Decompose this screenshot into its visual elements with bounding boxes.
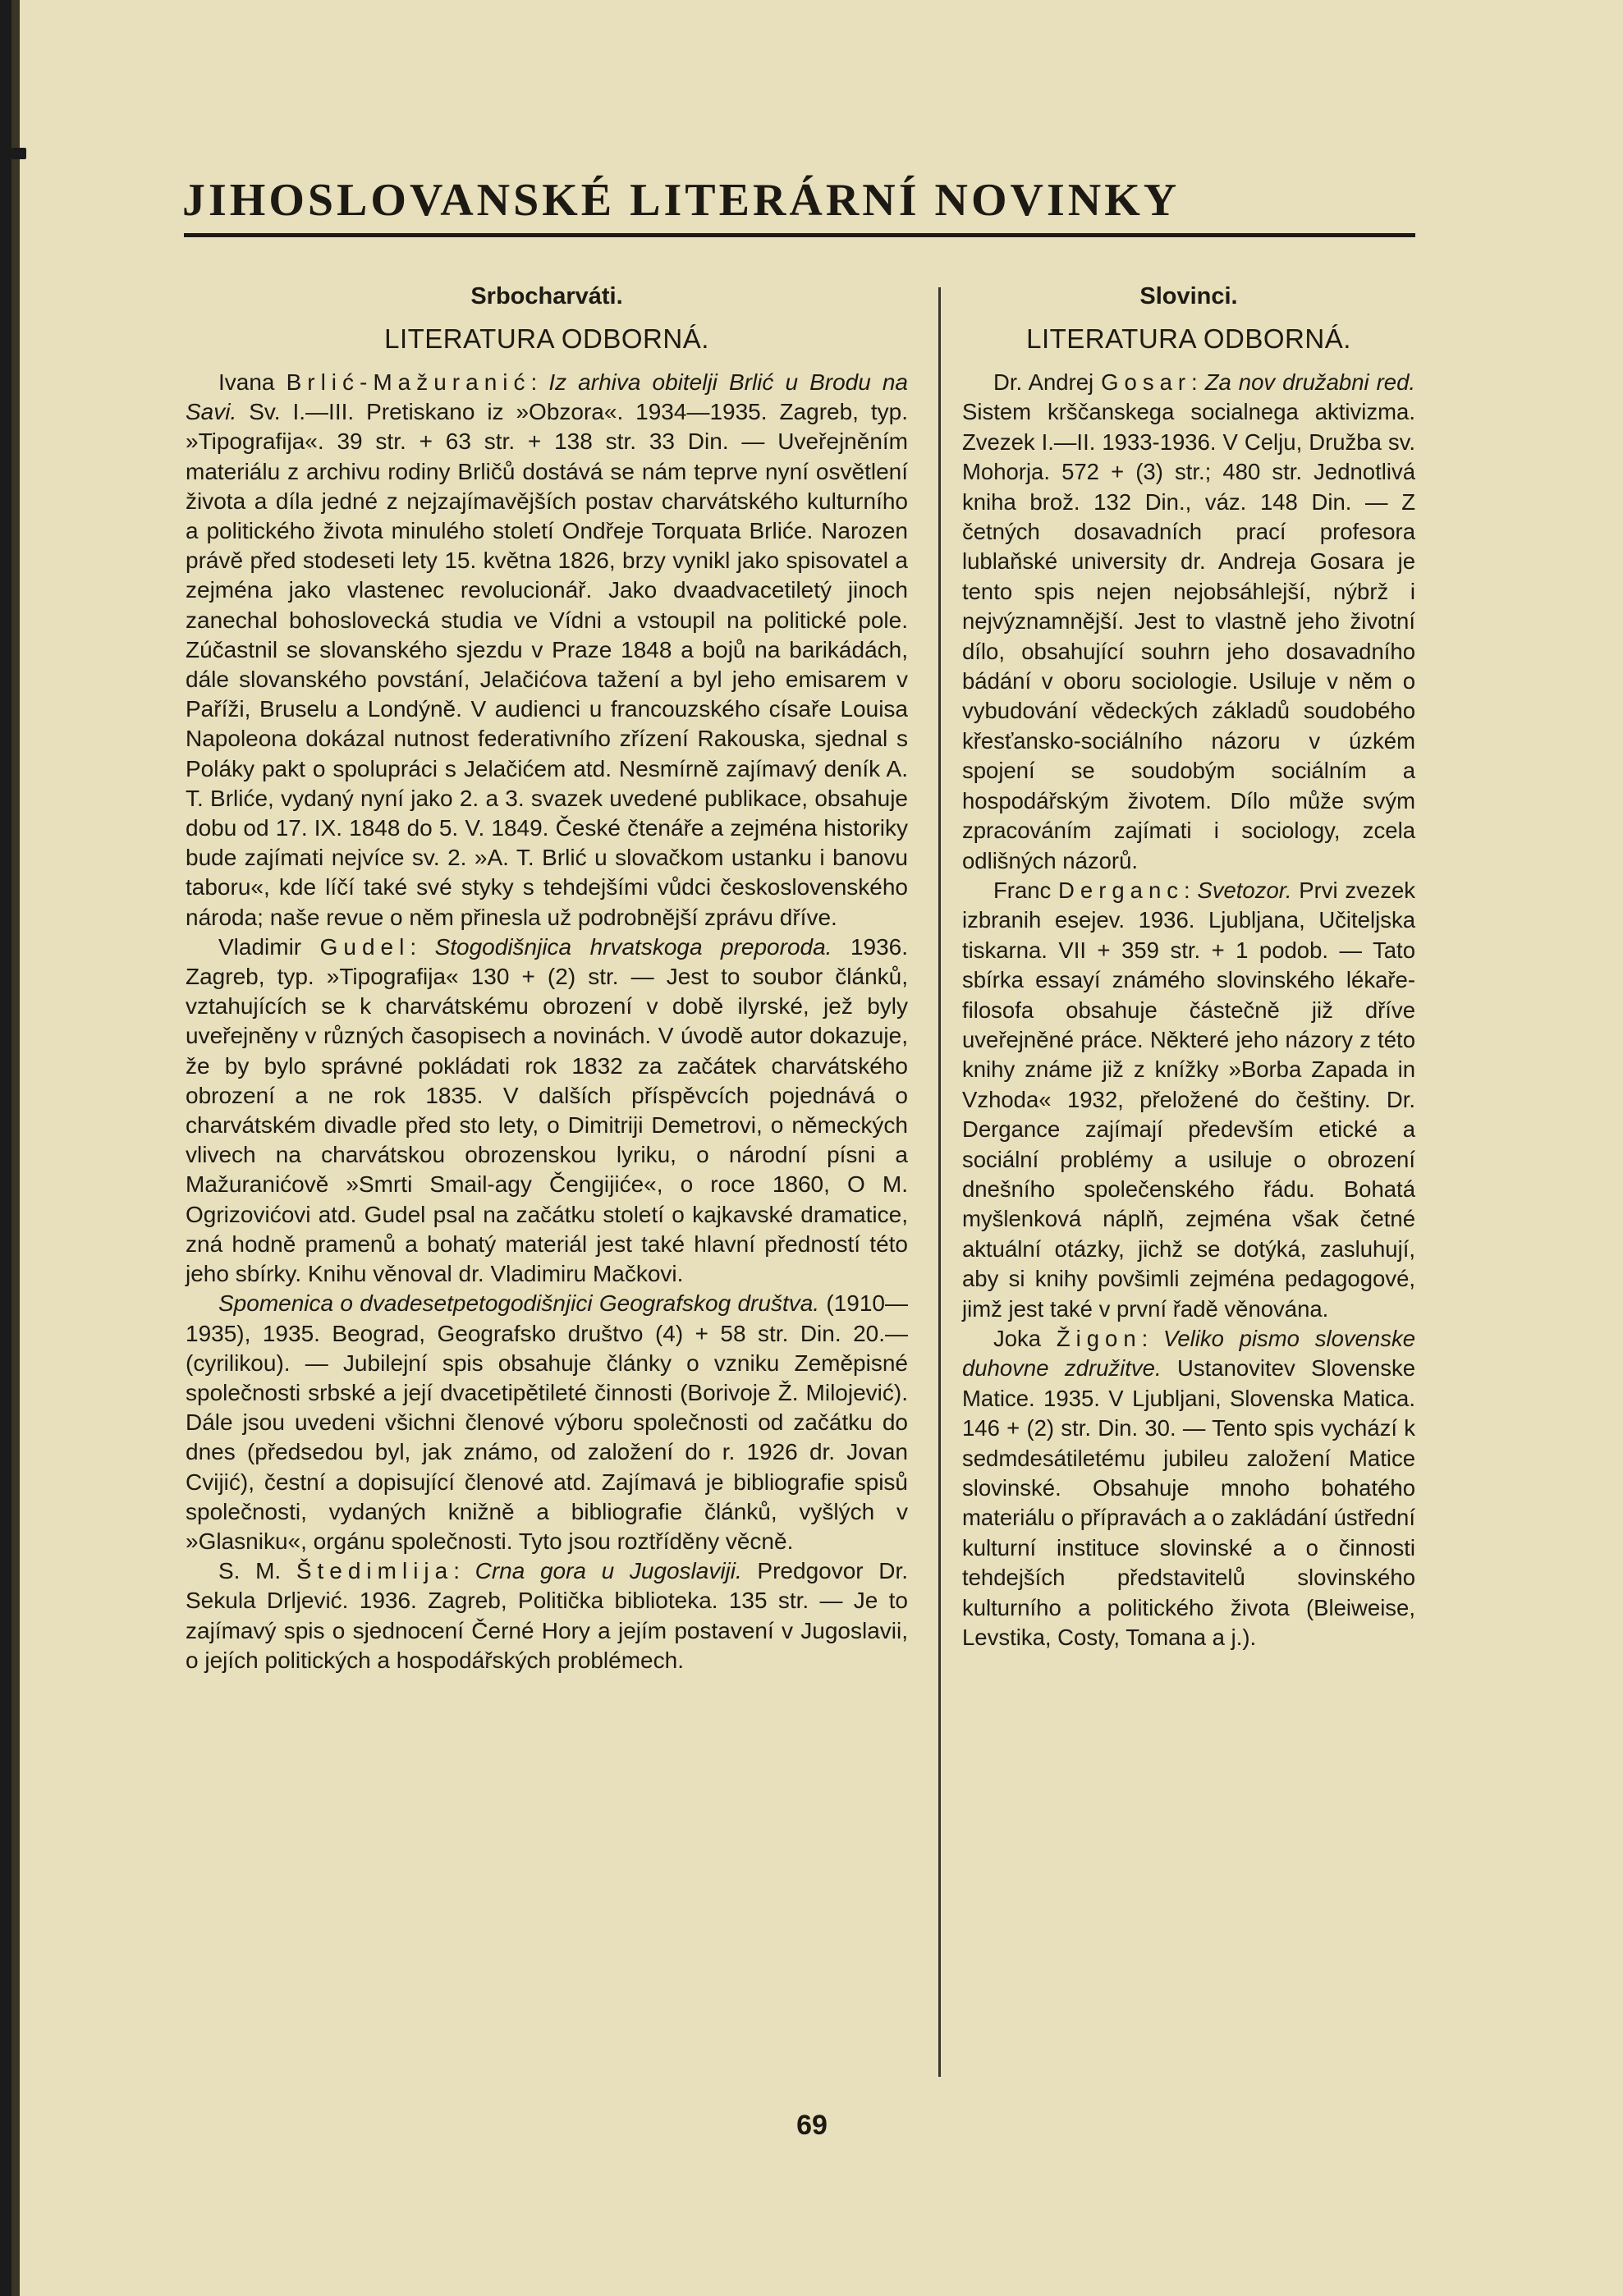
author-last: Brlić-Mažuranić — [286, 369, 531, 395]
section-subheading: LITERATURA ODBORNÁ. — [1026, 323, 1351, 354]
page-number: 69 — [796, 2110, 828, 2141]
page-title: JIHOSLOVANSKÉ LITERÁRNÍ NOVINKY — [182, 175, 1181, 226]
book-title: Crna gora u Jugoslaviji. — [475, 1558, 742, 1584]
author-last: Štedimlija — [296, 1558, 454, 1584]
author-first: Franc — [993, 877, 1052, 903]
entry-body: (1910—1935), 1935. Beograd, Geografsko društvo (4) + 58 str. Din. 20.— (cyrilikou). — Jubilejní spis obsahuje články o vzniku Zeměpisné společnosti srbské a její dvacetipětileté činnosti (Borivoje Ž. Milojević). Dále jsou uvedeni všichni členové výboru společnosti od začátku do dnes (předsedou byl, jak známo, od založení do r. 1926 dr. Jovan Cvijić), čestní a dopisující členové atd. Zajímavá je bibliografie spisů společnosti, vydaných knižně a bibliografie článků, vyšlých v »Glasniku«, orgánu společnosti. Tyto jsou roztříděny věcně. — [186, 1290, 909, 1554]
section-subheading: LITERATURA ODBORNÁ. — [384, 323, 709, 354]
author-first: Joka — [993, 1326, 1042, 1351]
book-title: Spomenica o dvadesetpetogodišnjici Geografskog društva. — [218, 1290, 820, 1317]
author-last: Gudel — [319, 933, 410, 960]
column-divider — [938, 287, 941, 2077]
entry-body: Sistem krščanskega socialnega aktivizma. Zvezek I.—II. 1933-1936. V Celju, Družba sv. Mohorja. 572 + (3) str.; 480 str. Jednotlivá kniha brož. 132 Din., váz. 148 Din. — Z četných dosavadních prací profesora lublaňské university dr. Andreja Gosara je tento spis nejen nejobsáhlejší, nýbrž i nejvýznamnější. Jest to vlastně jeho životní dílo, obsahující souhrn jeho dosavadního bádání v oboru sociologie. Usiluje v něm o vybudování vědeckých základů soudobého křesťansko-sociálního názoru v úzkém spojení se soudobým sociálním a hospodářským životem. Dílo může svým zpracováním zajímati i sociology, zcela odlišných názorů. — [962, 399, 1415, 873]
book-title: Iz arhiva obitelji Brlić u Brodu na Savi. — [186, 369, 908, 425]
section-heading: Slovinci. — [1139, 283, 1238, 309]
book-title: Svetozor. — [1197, 877, 1292, 903]
entry-body: Predgovor Dr. Sekula Drljević. 1936. Zagreb, Politička biblioteka. 135 str. — Je to zajímavý spis o sjednocení Černé Hory a jejím postavení v Jugoslavii, o jejích politických a hospodářských problémech. — [186, 1558, 909, 1673]
title-rule — [184, 233, 1415, 237]
entry-body: Ustanovitev Slovenske Matice. 1935. V Ljubljani, Slovenska Matica. 146 + (2) str. Din. 30. — Tento spis vychází k sedmdesátiletému jubileu založení Matice slovinské. Obsahuje mnoho bohatého materiálu o přípravách a o zakládání ústřední kulturní instituce slovinské a o činnosti tehdejších představitelů slovinského kulturního a politického života (Bleiweise, Levstika, Costy, Tomana a j.). — [962, 1355, 1415, 1651]
entry-body: 1936. Zagreb, typ. »Tipografija« 130 + (2) str. — Jest to soubor článků, vztahujících se k charvátskému obrození v době ilyrské, jež byly uveřejněny v různých časopisech a novinách. V úvodě autor dokazuje, že by bylo správné pokládati rok 1832 za začátek charvátského obrození a ne rok 1835. V dalších příspěvcích pojednává o charvátském divadle před sto lety, o Dimitriji Demetrovi, o německých vlivech na charvátskou obrozenskou lyriku, o národní písni a Mažuranićově »Smrti Smail-agy Čengijiće«, o roce 1860, O M. Ogrizovićovi atd. Gudel psal na začátku století o kajkavské dramatice, zná hodně pramenů a bohatý materiál jest také hlavní předností této jeho sbírky. Knihu věnoval dr. Vladimiru Mačkovi. — [186, 933, 909, 1287]
entry-derganc: Franc Derganc: Svetozor. Prvi zvezek izbranih esejev. 1936. Ljubljana, Učiteljska tiskarna. VII + 359 str. + 1 podob. — Tato sbírka essayí známého slovinského lékaře-filosofa obsahuje částečně již dříve uveřejněné práce. Některé jeho názory z této knihy známe již z knížky »Borba Zapada in Vzhoda« 1932, přeložené do češtiny. Dr. Dergance zajímají především etické a sociální problémy a usiluje o obrození dnešního společenského řádu. Bohatá myšlenková náplň, zejména však četné aktuální otázky, jichž se dotýká, zasluhují, aby si knihy povšimli zejména pedagogové, jimž jest také v první řadě věnována. — [962, 877, 1415, 1322]
entry-gudel: Vladimir Gudel: Stogodišnjica hrvatskoga preporoda. 1936. Zagreb, typ. »Tipografija« 130 + (2) str. — Jest to soubor článků, vztahujících se k charvátskému obrození v době ilyrské, jež byly uveřejněny v různých časopisech a novinách. V úvodě autor dokazuje, že by bylo správné pokládati rok 1832 za začátek charvátského obrození a ne rok 1835. V dalších příspěvcích pojednává o charvátském divadle před sto lety, o Dimitriji Demetrovi, o německých vlivech na charvátskou obrozenskou lyriku, o národní písni a Mažuranićově »Smrti Smail-agy Čengijiće«, o roce 1860, O M. Ogrizovićovi atd. Gudel psal na začátku století o kajkavské dramatice, zná hodně pramenů a bohatý materiál jest také hlavní předností této jeho sbírky. Knihu věnoval dr. Vladimiru Mačkovi. — [186, 933, 909, 1287]
author-last: Žigon — [1056, 1326, 1142, 1351]
entry-body: Sv. I.—III. Pretiskano iz »Obzora«. 1934—1935. Zagreb, typ. »Tipografija«. 39 str. + 63 str. + 138 str. 33 Din. — Uveřejněním materiálu z archivu rodiny Brličů dostává se nám teprve nyní osvětlení života a díla jedné z nejzajímavějších postav charvátského kulturního a politického života minulého století Ondřeje Torquata Brliće. Narozen právě před stodeseti lety 15. května 1826, brzy vynikl jako spisovatel a zejména jako vlastenec revolucionář. Jako dvaadvacetiletý jinoch zanechal bohoslovecká studia ve Vídni a vstoupil na politické pole. Zúčastnil se slovanského sjezdu v Praze 1848 a bojů na barikádách, dále slovanského povstání, Jelačićova tažení a byl jeho emisarem v Paříži, Bruselu a Londýně. V audienci u francouzského císaře Louisa Napoleona dokázal nutnost federativního zřízení Rakouska, sjednal s Poláky pakt o spolupráci s Jelačićem atd. Nesmírně zajímavý deník A. T. Brliće, vydaný nyní jako 2. a 3. svazek uvedené publikace, obsahuje dobu od 17. IX. 1848 do 5. V. 1849. České čtenáře a zejména historiky bude zajímati nejvíce sv. 2. »A. T. Brlić u slovačkom ustanku i banovu taboru«, kde líčí také své styky s tehdejšími vůdci československého národa; naše revue o něm přinesla už podrobnější zprávu dříve. — [186, 399, 908, 930]
book-title: Veliko pismo slovenske duhovne združitve. — [962, 1326, 1415, 1382]
entry-zigon: Joka Žigon: Veliko pismo slovenske duhovne združitve. Ustanovitev Slovenske Matice. 1935. V Ljubljani, Slovenska Matica. 146 + (2) str. Din. 30. — Tento spis vychází k sedmdesátiletému jubileu založení Matice slovinské. Obsahuje mnoho bohatého materiálu o přípravách a o zakládání ústřední kulturní instituce slovinské a o činnosti tehdejších představitelů slovinského kulturního a politického života (Bleiweise, Levstika, Costy, Tomana a j.). — [962, 1326, 1415, 1651]
column-serbo-croatian — [186, 277, 908, 1675]
author-last: Derganc — [1058, 877, 1184, 903]
entry-body: Prvi zvezek izbranih esejev. 1936. Ljubljana, Učiteljska tiskarna. VII + 359 str. + 1 podob. — Tato sbírka essayí známého slovinského lékaře-filosofa obsahuje částečně již dříve uveřejněné práce. Některé jeho názory z této knihy známe již z knížky »Borba Zapada in Vzhoda« 1932, přeložené do češtiny. Dr. Dergance zajímají především etické a sociální problémy a usiluje o obrození dnešního společenského řádu. Bohatá myšlenková náplň, zejména však četné aktuální otázky, jichž se dotýká, zasluhují, aby si knihy povšimli zejména pedagogové, jimž jest také v první řadě věnována. — [962, 877, 1415, 1322]
page — [11, 0, 1623, 2296]
column-slovenes — [962, 277, 1415, 1652]
author-last: Gosar — [1101, 369, 1192, 395]
book-title: Stogodišnjica hrvatskoga preporoda. — [434, 933, 832, 960]
author-first: Dr. Andrej — [993, 369, 1094, 395]
book-title: Za nov družabni red. — [1204, 369, 1416, 395]
entry-gosar: Dr. Andrej Gosar: Za nov družabni red. Sistem krščanskega socialnega aktivizma. Zvezek I.—II. 1933-1936. V Celju, Družba sv. Mohorja. 572 + (3) str.; 480 str. Jednotlivá kniha brož. 132 Din., váz. 148 Din. — Z četných dosavadních prací profesora lublaňské university dr. Andreja Gosara je tento spis nejen nejobsáhlejší, nýbrž i nejvýznamnější. Jest to vlastně jeho životní dílo, obsahující souhrn jeho dosavadního bádání v oboru sociologie. Usiluje v něm o vybudování vědeckých základů soudobého křesťansko-sociálního názoru v úzkém spojení se soudobým sociálním a hospodářským životem. Dílo může svým zpracováním zajímati i sociology, zcela odlišných názorů. — [962, 369, 1416, 873]
entry-stedimlija: S. M. Štedimlija: Crna gora u Jugoslaviji. Predgovor Dr. Sekula Drljević. 1936. Zagreb, Politička biblioteka. 135 str. — Je to zajímavý spis o sjednocení Černé Hory a jejím postavení v Jugoslavii, o jejích politických a hospodářských problémech. — [186, 1558, 909, 1673]
entry-spomenica — [186, 1289, 908, 1556]
section-heading: Srbocharváti. — [470, 283, 623, 309]
entry-brlic: Ivana Brlić-Mažuranić: Iz arhiva obitelji Brlić u Brodu na Savi. Sv. I.—III. Pretiskano iz »Obzora«. 1934—1935. Zagreb, typ. »Tipografija«. 39 str. + 63 str. + 138 str. 33 Din. — Uveřejněním materiálu z archivu rodiny Brličů dostává se nám teprve nyní osvětlení života a díla jedné z nejzajímavějších postav charvátského kulturního a politického života minulého století Ondřeje Torquata Brliće. Narozen právě před stodeseti lety 15. května 1826, brzy vynikl jako spisovatel a zejména jako vlastenec revolucionář. Jako dvaadvacetiletý jinoch zanechal bohoslovecká studia ve Vídni a vstoupil na politické pole. Zúčastnil se slovanského sjezdu v Praze 1848 a bojů na barikádách, dále slovanského povstání, Jelačićova tažení a byl jeho emisarem v Paříži, Bruselu a Londýně. V audienci u francouzského císaře Louisa Napoleona dokázal nutnost federativního zřízení Rakouska, sjednal s Poláky pakt o spolupráci s Jelačićem atd. Nesmírně zajímavý deník A. T. Brliće, vydaný nyní jako 2. a 3. svazek uvedené publikace, obsahuje dobu od 17. IX. 1848 do 5. V. 1849. České čtenáře a zejména historiky bude zajímati nejvíce sv. 2. »A. T. Brlić u slovačkom ustanku i banovu taboru«, kde líčí také své styky s tehdejšími vůdci československého národa; naše revue o něm přinesla už podrobnější zprávu dříve. — [186, 369, 908, 930]
author-first: Ivana — [218, 369, 275, 395]
author-first: S. M. — [218, 1558, 282, 1584]
author-first: Vladimir — [218, 933, 302, 960]
binding-mark — [11, 148, 26, 159]
